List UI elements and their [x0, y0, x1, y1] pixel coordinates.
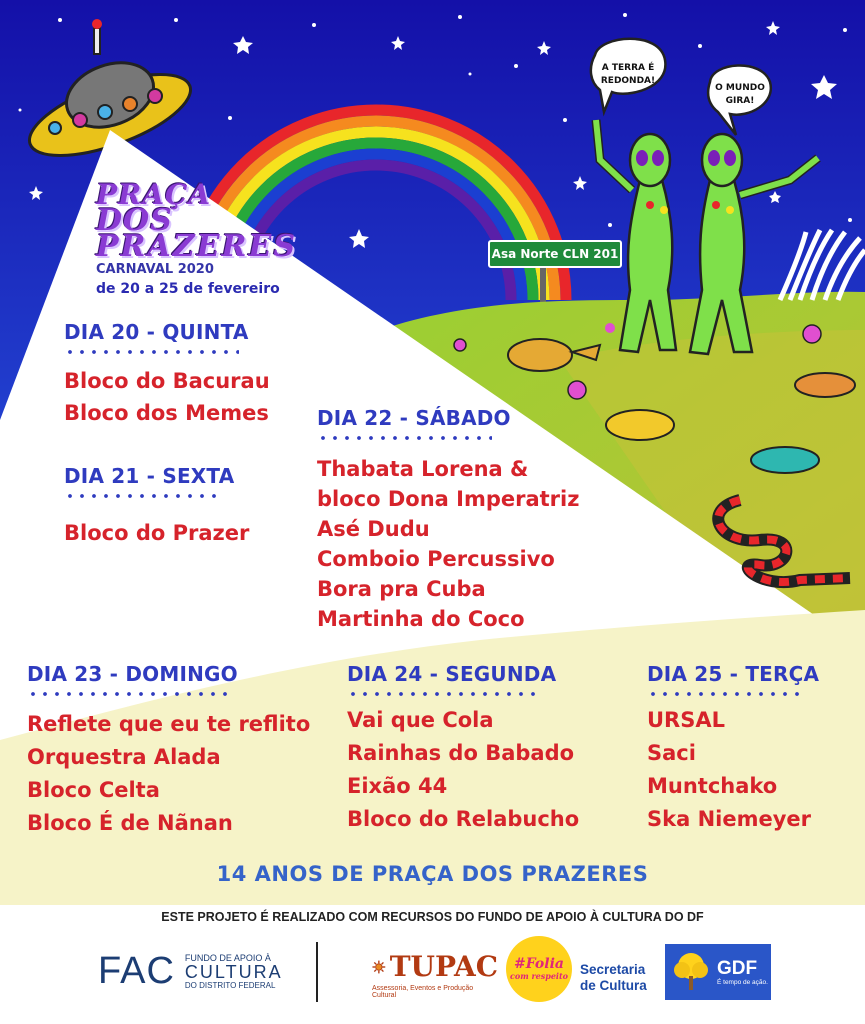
act-item: Rainhas do Babado — [347, 741, 575, 765]
bubble-left-line1: A TERRA É — [601, 63, 655, 73]
day-title: DIA 24 - SEGUNDA — [347, 662, 557, 686]
tupac-logo — [372, 950, 498, 999]
folia-line2: com respeito — [509, 971, 569, 981]
act-item: bloco Dona Imperatriz — [317, 487, 580, 511]
secretaria-line2: de Cultura — [580, 978, 647, 993]
logo-line3: PRAZERES — [96, 229, 297, 264]
fac-line3: DO DISTRITO FEDERAL — [184, 981, 276, 990]
day-21-schedule — [64, 464, 249, 548]
act-item: Bloco do Prazer — [64, 521, 250, 545]
day-title: DIA 21 - SEXTA — [64, 464, 235, 488]
secretaria-line1: Secretaria — [580, 962, 646, 977]
act-item: Bloco É de Nãnan — [27, 811, 233, 835]
sun-icon — [372, 952, 386, 982]
act-item: Ska Niemeyer — [647, 807, 812, 831]
day-23-schedule — [27, 662, 310, 840]
ipe-tree-icon — [671, 950, 711, 994]
fac-mark: FAC — [98, 950, 175, 992]
bubble-left-line2: REDONDA! — [600, 76, 656, 86]
dotted-divider — [64, 348, 239, 356]
day-24-schedule — [347, 662, 579, 836]
day-22-schedule — [317, 406, 579, 634]
dotted-divider — [27, 690, 227, 698]
act-item: Asé Dudu — [317, 517, 430, 541]
logo-subtitle: CARNAVAL 2020 — [96, 262, 214, 277]
bubble-right-line2: GIRA! — [725, 96, 755, 106]
day-title: DIA 22 - SÁBADO — [317, 406, 511, 430]
logo-line1: PRAÇA — [96, 178, 212, 211]
sponsor-text: ESTE PROJETO É REALIZADO COM RECURSOS DO FUNDO DE APOIO À CULTURA DO DF — [161, 910, 704, 924]
act-item: Bloco Celta — [27, 778, 160, 802]
dotted-divider — [64, 492, 224, 500]
act-item: Orquestra Alada — [27, 745, 221, 769]
day-20-schedule — [64, 320, 270, 428]
act-item: Bloco do Bacurau — [64, 369, 270, 393]
act-item: Comboio Percussivo — [317, 547, 555, 571]
day-title: DIA 20 - QUINTA — [64, 320, 249, 344]
act-item: Bora pra Cuba — [317, 577, 486, 601]
dotted-divider — [317, 434, 492, 442]
secretaria-logo — [580, 962, 647, 994]
act-item: Vai que Cola — [347, 708, 494, 732]
act-item: URSAL — [647, 708, 725, 732]
dotted-divider — [347, 690, 542, 698]
location-sign: Asa Norte CLN 201 — [488, 240, 622, 268]
act-item: Reflete que eu te reflito — [27, 712, 311, 736]
act-item: Bloco dos Memes — [64, 401, 269, 425]
folia-line1: #Folia — [514, 956, 564, 972]
act-item: Saci — [647, 741, 696, 765]
logo-line2: DOS — [96, 203, 173, 238]
day-title: DIA 23 - DOMINGO — [27, 662, 238, 686]
act-item: Martinha do Coco — [317, 607, 525, 631]
day-title: DIA 25 - TERÇA — [647, 662, 820, 686]
act-item: Thabata Lorena & — [317, 457, 529, 481]
event-logo — [96, 178, 297, 297]
fac-logo — [98, 950, 283, 993]
act-item: Muntchako — [647, 774, 778, 798]
fac-line2: CULTURA — [184, 962, 283, 982]
gdf-logo — [665, 944, 771, 1000]
act-item: Bloco do Relabucho — [347, 807, 580, 831]
gdf-subtitle: É tempo de ação. — [717, 978, 768, 986]
fac-text — [185, 953, 283, 990]
folia-logo — [506, 936, 572, 1002]
tupac-name: TUPAC — [389, 950, 498, 983]
act-item: Eixão 44 — [347, 774, 448, 798]
event-dates: de 20 a 25 de fevereiro — [96, 281, 280, 297]
gdf-name: GDF — [717, 957, 758, 979]
logo-divider — [316, 942, 318, 1002]
day-25-schedule — [647, 662, 819, 836]
tupac-subtitle: Assessoria, Eventos e Produção Cultural — [372, 985, 474, 999]
tagline: 14 ANOS DE PRAÇA DOS PRAZERES — [216, 862, 649, 886]
bubble-right-line1: O MUNDO — [715, 83, 765, 93]
fac-line1: FUNDO DE APOIO À — [184, 953, 271, 963]
dotted-divider — [647, 690, 807, 698]
